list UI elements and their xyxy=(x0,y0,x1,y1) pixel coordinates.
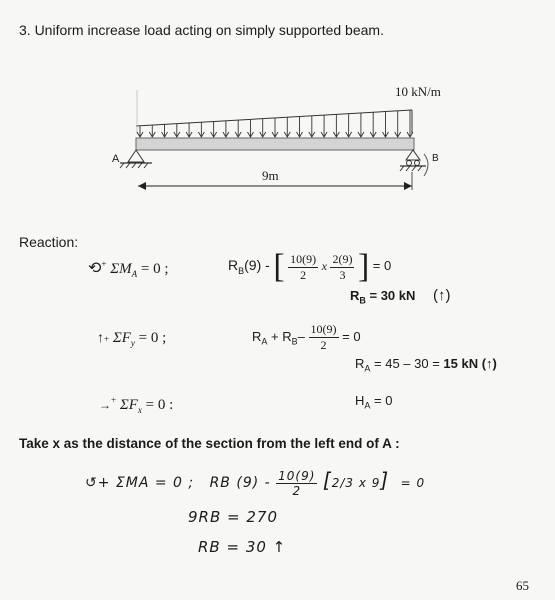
ha-result: $H_A = 0$ xyxy=(355,393,393,411)
dimension-arrow-left-icon xyxy=(138,182,146,190)
support-b-label: B xyxy=(432,153,439,164)
ccw-moment-icon: ⟲ xyxy=(88,260,102,277)
beam xyxy=(136,138,414,150)
vertical-force-equilibrium: ↑+ $\Sigma F_y = 0$ ; xyxy=(97,330,167,348)
ra-result: $R_A = 45 - 30 = 15$ kN (↑) xyxy=(355,356,497,374)
section-note: Take x as the distance of the section from the left end of A : xyxy=(19,436,400,451)
page-number: 65 xyxy=(516,578,529,593)
handwritten-moment-equation: ↺+ ΣMA = 0 ; RB (9) - $\frac{10(9)}{2}$ [2/3 x 9] = 0 xyxy=(85,468,426,498)
dimension-arrow-right-icon xyxy=(404,182,412,190)
reaction-heading: Reaction: xyxy=(19,234,79,250)
support-a-label: A xyxy=(112,153,120,165)
section-heading: 3. Uniform increase load acting on simply supported beam. xyxy=(19,22,384,38)
moment-equilibrium: ⟲+ $\Sigma M_A = 0$ ; xyxy=(88,259,169,279)
rb-moment-equation: $R_B(9)$ - [ $\frac{10(9)}{2}$ x $\frac{2(9)}{3}$ ] = 0 xyxy=(228,248,392,285)
handwritten-line-3: RB = 30 ↑ xyxy=(198,538,287,556)
up-arrow-positive-icon: ↑ xyxy=(97,331,104,346)
pin-support-a-icon xyxy=(120,150,152,168)
right-arrow-positive-icon: → xyxy=(99,398,111,412)
load-intensity-label: 10 kN/m xyxy=(395,84,441,99)
rb-result: $R_B = 30$ kN (↑) xyxy=(350,287,451,306)
span-label: 9m xyxy=(262,168,279,183)
load-triangle-top xyxy=(136,110,412,126)
handwritten-line-2: 9RB = 270 xyxy=(188,508,278,526)
ra-force-equation: $R_A + R_B-$ $\frac{10(9)}{2}$ = 0 xyxy=(252,322,361,352)
horizontal-force-equilibrium: →+ $\Sigma F_x = 0$ : xyxy=(99,395,174,415)
roller-support-b-icon xyxy=(400,150,428,176)
